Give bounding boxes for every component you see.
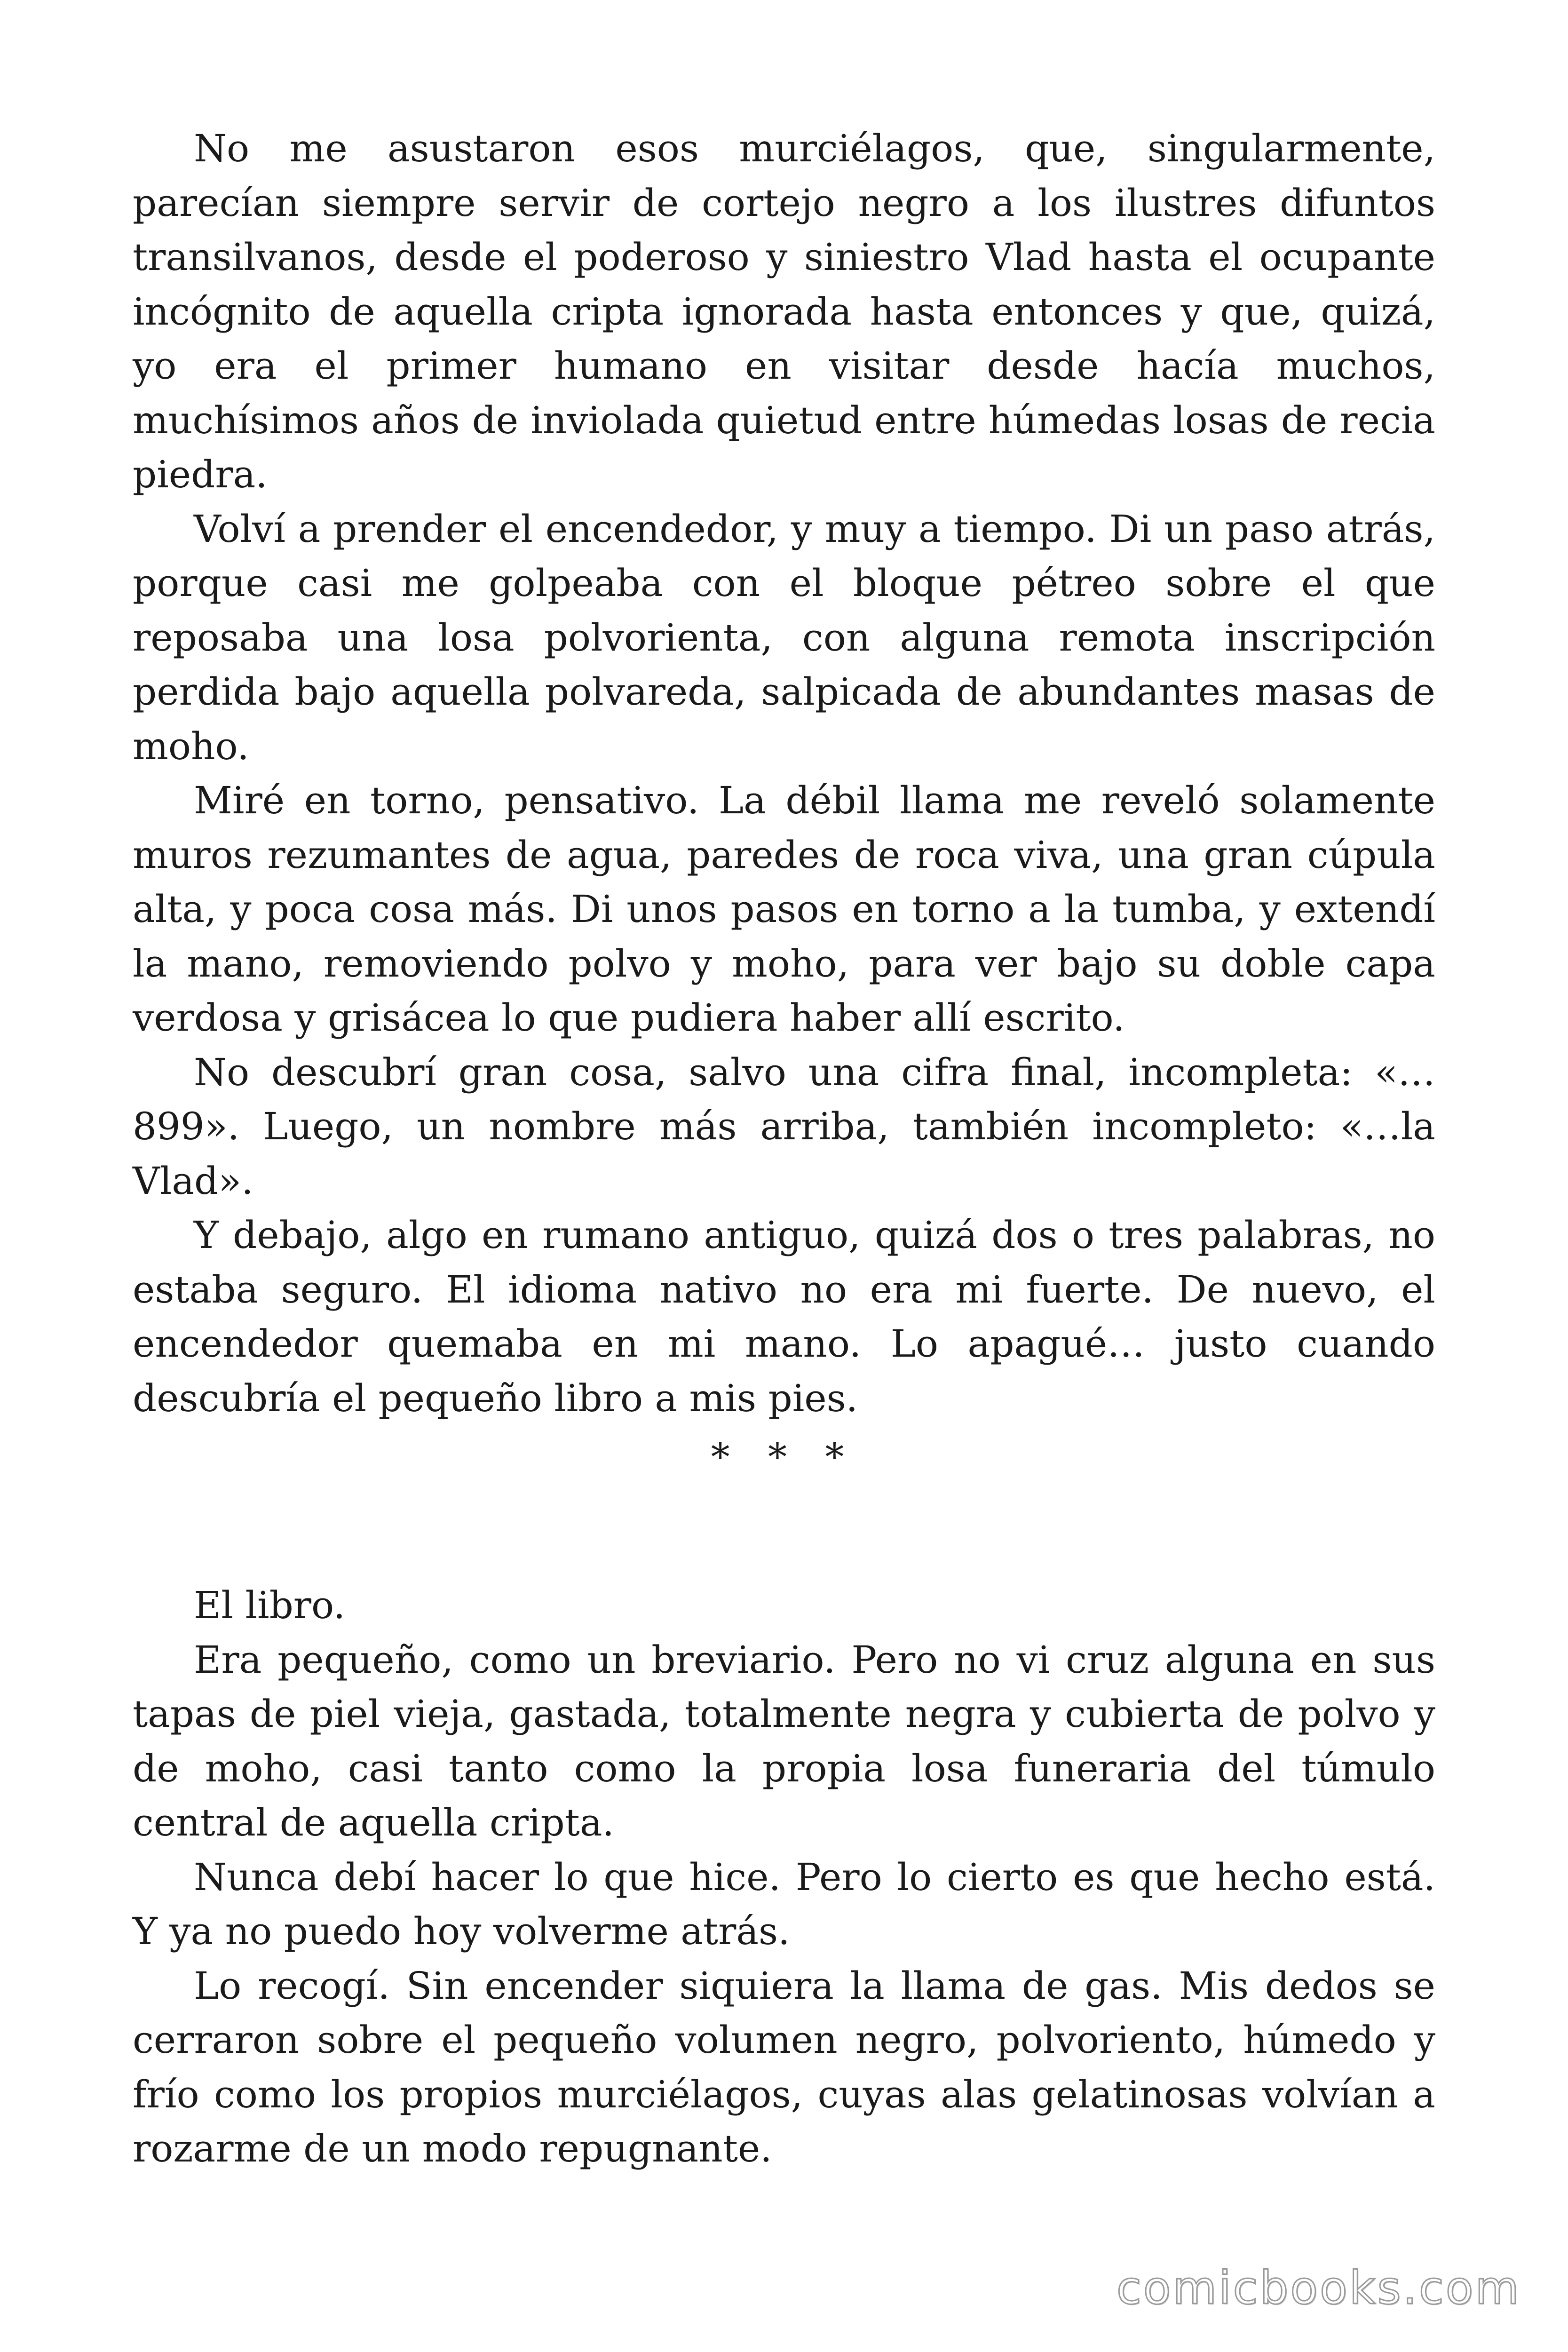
paragraph: Miré en torno, pensativo. La débil llama me reveló solamente muros rezumantes de agua, paredes de roca viva, una gran cúpula alta, y poca cosa más. Di unos pasos en torno a la tumba, y extendí la mano, removiendo polvo y moho, para ver bajo su doble capa verdosa y grisácea lo que pudiera haber allí escrito. (133, 779, 1435, 1040)
paragraph: No descubrí gran cosa, salvo una cifra final, incompleta: «… 899». Luego, un nombre más arriba, también incompleto: «…la Vlad». (133, 1050, 1435, 1203)
paragraph: Y debajo, algo en rumano antiguo, quizá dos o tres palabras, no estaba seguro. El idioma nativo no era mi fuerte. De nuevo, el encendedor quemaba en mi mano. Lo apagué… justo cuando descubría el pequeño libro a mis pies. (133, 1213, 1435, 1420)
paragraph: Nunca debí hacer lo que hice. Pero lo cierto es que hecho está. Y ya no puedo hoy volverme atrás. (133, 1855, 1435, 1953)
paragraph: El libro. (194, 1583, 346, 1627)
section-break: * * * (711, 1435, 857, 1479)
section-one (133, 121, 1435, 1425)
section-two (133, 1578, 1435, 2176)
paragraph: No me asustaron esos murciélagos, que, singularmente, parecían siempre servir de cortejo negro a los ilustres difuntos transilvanos, desde el poderoso y siniestro Vlad hasta el ocupante incógnito de aquella cripta ignorada hasta entonces y que, quizá, yo era el primer humano en visitar desde hacía muchos, muchísimos años de inviolada quietud entre húmedas losas de recia piedra. (133, 127, 1435, 496)
paragraph: Era pequeño, como un breviario. Pero no vi cruz alguna en sus tapas de piel vieja, gastada, totalmente negra y cubierta de polvo y de moho, casi tanto como la propia losa funeraria del túmulo central de aquella cripta. (133, 1637, 1435, 1844)
paragraph: Volví a prender el encendedor, y muy a tiempo. Di un paso atrás, porque casi me golpeaba con el bloque pétreo sobre el que reposaba una losa polvorienta, con alguna remota inscripción perdida bajo aquella polvareda, salpicada de abundantes masas de moho. (133, 507, 1435, 768)
paragraph: Lo recogí. Sin encender siquiera la llama de gas. Mis dedos se cerraron sobre el pequeño volumen negro, polvoriento, húmedo y frío como los propios murciélagos, cuyas alas gelatinosas volvían a rozarme de un modo repugnante. (133, 1963, 1435, 2170)
watermark: comicbooks.com (1116, 2262, 1521, 2314)
